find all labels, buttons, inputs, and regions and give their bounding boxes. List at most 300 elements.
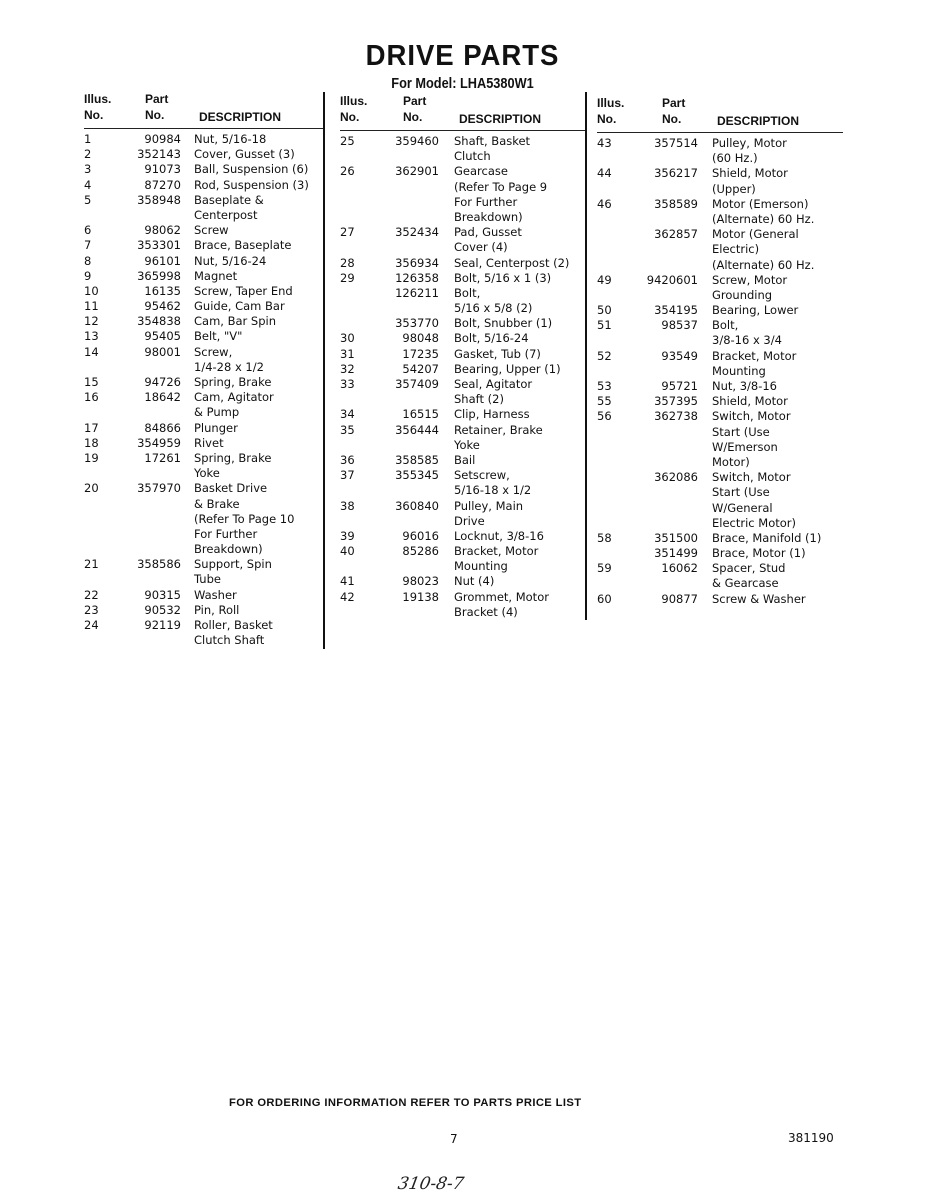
part-row <box>84 603 324 618</box>
part-description <box>712 197 843 227</box>
header-underline <box>597 132 843 133</box>
part-number: 351500 <box>654 530 698 545</box>
header-underline <box>340 130 586 131</box>
part-description <box>454 347 586 362</box>
part-row <box>340 286 586 316</box>
description-line: Magnet <box>194 268 238 283</box>
column-divider <box>585 92 587 620</box>
part-description <box>712 531 843 546</box>
part-number: 96101 <box>144 253 181 268</box>
part-row <box>340 225 586 255</box>
description-line: (Upper) <box>712 181 756 196</box>
part-description <box>454 529 586 544</box>
part-description <box>194 147 324 162</box>
part-description <box>194 314 324 329</box>
part-row <box>597 349 843 379</box>
illus-number: 27 <box>340 225 355 240</box>
description-line: Grounding <box>712 287 773 302</box>
part-number: 354838 <box>137 314 181 329</box>
illus-number: 49 <box>597 272 612 287</box>
illus-number: 19 <box>84 450 99 465</box>
illus-number: 13 <box>84 329 99 344</box>
part-description <box>194 557 324 587</box>
part-description <box>454 225 586 255</box>
description-line: (Refer To Page 9 <box>454 179 548 194</box>
description-line: Bearing, Lower <box>712 303 799 318</box>
description-line: Breakdown) <box>194 542 263 557</box>
description-line: Mounting <box>454 559 508 574</box>
illus-number: 29 <box>340 270 355 285</box>
part-number: 9420601 <box>646 272 698 287</box>
part-row <box>597 470 843 531</box>
description-line: Ball, Suspension (6) <box>194 162 309 177</box>
illus-number: 31 <box>340 346 355 361</box>
illus-number: 7 <box>84 238 92 253</box>
part-description <box>454 590 586 620</box>
description-line: Basket Drive <box>194 481 268 496</box>
description-line: Belt, "V" <box>194 329 243 344</box>
part-number: 354959 <box>137 435 181 450</box>
part-row <box>84 284 324 299</box>
description-line: Cam, Agitator <box>194 390 274 405</box>
description-line: Rivet <box>194 435 224 450</box>
illus-header-line2: No. <box>597 112 617 126</box>
part-description <box>194 603 324 618</box>
part-row <box>84 178 324 193</box>
part-description <box>712 273 843 303</box>
part-number: 96016 <box>402 528 439 543</box>
illus-number: 22 <box>84 587 99 602</box>
part-number: 357970 <box>137 481 181 496</box>
part-number: 355345 <box>395 468 439 483</box>
part-description <box>454 134 586 164</box>
part-description <box>712 546 843 561</box>
illus-number: 14 <box>84 344 99 359</box>
part-row <box>84 481 324 557</box>
part-row <box>84 436 324 451</box>
description-line: Locknut, 3/8-16 <box>454 528 544 543</box>
parts-column-3 <box>597 96 843 607</box>
description-line: Yoke <box>194 466 220 481</box>
description-line: Spacer, Stud <box>712 561 786 576</box>
part-description <box>194 299 324 314</box>
description-line: Screw <box>194 223 229 238</box>
illus-number: 24 <box>84 618 99 632</box>
description-line: Guide, Cam Bar <box>194 299 285 314</box>
illus-number: 53 <box>597 379 612 393</box>
part-number: 18642 <box>144 390 181 405</box>
part-description <box>712 318 843 348</box>
part-row <box>597 379 843 394</box>
description-line: Spring, Brake <box>194 375 272 389</box>
part-description <box>454 499 586 529</box>
illus-number: 20 <box>84 481 99 496</box>
part-number: 19138 <box>402 589 439 604</box>
description-line: Plunger <box>194 420 238 435</box>
description-line: Bolt, 5/16 x 1 (3) <box>454 270 552 285</box>
illus-number: 46 <box>597 196 612 211</box>
illus-number: 34 <box>340 407 355 422</box>
description-line: W/General <box>712 500 773 515</box>
description-line: Grommet, Motor <box>454 589 549 604</box>
illus-number: 39 <box>340 528 355 543</box>
part-row <box>84 269 324 284</box>
illus-number: 60 <box>597 591 612 606</box>
part-row <box>84 162 324 177</box>
part-description <box>712 303 843 318</box>
description-line: Roller, Basket <box>194 618 273 632</box>
illus-number: 55 <box>597 394 612 409</box>
part-description <box>454 468 586 498</box>
description-line: Clutch <box>454 149 491 164</box>
part-row <box>84 147 324 162</box>
part-row <box>597 318 843 348</box>
part-row <box>597 409 843 470</box>
description-line: Rod, Suspension (3) <box>194 177 309 192</box>
model-subtitle: For Model: LHA5380W1 <box>391 75 534 92</box>
illus-number: 18 <box>84 435 99 450</box>
part-number: 84866 <box>144 420 181 435</box>
description-header: DESCRIPTION <box>717 114 800 128</box>
ordering-info-footer: FOR ORDERING INFORMATION REFER TO PARTS PRICE LIST <box>229 1097 582 1109</box>
column-header <box>84 92 324 128</box>
description-line: Screw, <box>194 344 233 359</box>
part-number: 358586 <box>137 557 181 572</box>
part-description <box>454 544 586 574</box>
part-description <box>454 316 586 331</box>
part-description <box>194 588 324 603</box>
part-description <box>454 331 586 346</box>
illus-number: 36 <box>340 452 355 467</box>
description-line: (Alternate) 60 Hz. <box>712 257 815 272</box>
description-line: (60 Hz.) <box>712 151 758 166</box>
part-number: 358589 <box>654 196 698 211</box>
part-number: 358585 <box>395 452 439 467</box>
part-description <box>194 238 324 253</box>
part-description <box>194 132 324 147</box>
illus-number: 26 <box>340 164 355 179</box>
illus-number: 15 <box>84 375 99 389</box>
part-number: 17261 <box>144 450 181 465</box>
part-number: 94726 <box>144 375 181 389</box>
part-description <box>454 453 586 468</box>
document-code: 381190 <box>788 1131 834 1145</box>
part-number: 54207 <box>402 361 439 376</box>
part-row <box>340 453 586 468</box>
page-number: 7 <box>450 1132 458 1146</box>
part-row <box>597 303 843 318</box>
illus-number: 37 <box>340 468 355 483</box>
illus-number: 23 <box>84 602 99 617</box>
description-line: Motor (Emerson) <box>712 196 809 211</box>
description-line: Support, Spin <box>194 557 272 572</box>
part-description <box>712 394 843 409</box>
illus-number: 6 <box>84 223 92 238</box>
description-line: Bracket (4) <box>454 604 518 619</box>
description-line: Shield, Motor <box>712 166 788 181</box>
column-header <box>597 96 843 132</box>
description-line: Bolt, Snubber (1) <box>454 316 553 331</box>
part-row <box>84 421 324 436</box>
part-number: 16135 <box>144 283 181 298</box>
description-line: Switch, Motor <box>712 470 791 485</box>
description-line: Bolt, <box>454 285 481 300</box>
description-line: 5/16 x 5/8 (2) <box>454 301 533 316</box>
illus-number: 33 <box>340 377 355 391</box>
description-line: 1/4-28 x 1/2 <box>194 359 264 374</box>
description-line: Spring, Brake <box>194 450 272 465</box>
part-row <box>84 345 324 375</box>
part-number: 98537 <box>661 318 698 333</box>
description-line: Seal, Centerpost (2) <box>454 255 570 270</box>
part-row <box>597 197 843 227</box>
illus-number: 50 <box>597 303 612 318</box>
part-row <box>340 468 586 498</box>
part-number: 359460 <box>395 134 439 148</box>
illus-number: 30 <box>340 331 355 346</box>
part-row <box>84 618 324 648</box>
part-row <box>597 531 843 546</box>
part-number: 353301 <box>137 238 181 253</box>
part-row <box>84 329 324 344</box>
part-number: 92119 <box>144 618 181 632</box>
part-row <box>340 331 586 346</box>
part-description <box>194 390 324 420</box>
part-description <box>454 256 586 271</box>
description-line: Shaft (2) <box>454 392 504 407</box>
part-number: 126211 <box>395 285 439 300</box>
part-description <box>194 436 324 451</box>
part-number: 356217 <box>654 166 698 181</box>
part-row <box>340 316 586 331</box>
handwritten-note: 310-8-7 <box>396 1174 466 1194</box>
description-line: Pulley, Motor <box>712 136 787 150</box>
part-row <box>340 590 586 620</box>
part-description <box>194 178 324 193</box>
part-number: 358948 <box>137 192 181 207</box>
part-description <box>194 162 324 177</box>
description-line: & Pump <box>194 405 240 420</box>
part-header-line2: No. <box>662 112 682 126</box>
part-number: 362738 <box>654 409 698 424</box>
illus-number: 51 <box>597 318 612 333</box>
illus-number: 40 <box>340 544 355 559</box>
part-row <box>84 299 324 314</box>
illus-number: 10 <box>84 283 99 298</box>
description-line: & Gearcase <box>712 576 779 591</box>
part-number: 360840 <box>395 498 439 513</box>
part-row <box>340 377 586 407</box>
description-line: Setscrew, <box>454 468 510 483</box>
part-description <box>194 618 324 648</box>
illus-number: 58 <box>597 530 612 545</box>
part-row <box>84 375 324 390</box>
part-number: 90984 <box>144 132 181 146</box>
illus-number: 43 <box>597 136 612 150</box>
description-line: Baseplate & <box>194 192 264 207</box>
description-line: Retainer, Brake <box>454 422 543 437</box>
description-line: Seal, Agitator <box>454 377 533 391</box>
description-line: Screw, Taper End <box>194 283 293 298</box>
part-number: 91073 <box>144 162 181 177</box>
description-line: Start (Use <box>712 485 770 500</box>
illus-header-line2: No. <box>340 110 360 124</box>
description-line: Brace, Baseplate <box>194 238 292 253</box>
description-line: Motor (General <box>712 227 799 242</box>
illus-number: 9 <box>84 268 92 283</box>
part-description <box>194 269 324 284</box>
description-line: Motor) <box>712 454 750 469</box>
description-line: Gearcase <box>454 164 508 179</box>
part-number: 362086 <box>654 470 698 485</box>
part-row <box>597 166 843 196</box>
illus-number: 38 <box>340 498 355 513</box>
description-line: Electric) <box>712 242 760 257</box>
description-line: Start (Use <box>712 424 770 439</box>
description-line: Yoke <box>454 437 480 452</box>
part-number: 98023 <box>402 574 439 589</box>
part-description <box>454 362 586 377</box>
description-line: Breakdown) <box>454 209 523 224</box>
part-description <box>454 574 586 589</box>
description-line: Clutch Shaft <box>194 633 265 648</box>
illus-number: 59 <box>597 561 612 576</box>
part-number: 95462 <box>144 299 181 314</box>
part-number: 98062 <box>144 223 181 238</box>
part-row <box>597 227 843 273</box>
description-line: Pin, Roll <box>194 602 240 617</box>
illus-number: 12 <box>84 314 99 329</box>
part-description <box>712 470 843 531</box>
part-description <box>454 164 586 225</box>
part-number: 362901 <box>395 164 439 179</box>
part-row <box>340 529 586 544</box>
part-number: 352143 <box>137 147 181 162</box>
part-number: 352434 <box>395 225 439 240</box>
description-line: Nut, 5/16-18 <box>194 132 267 146</box>
part-description <box>712 561 843 591</box>
part-number: 362857 <box>654 227 698 242</box>
part-row <box>597 592 843 607</box>
illus-number: 35 <box>340 422 355 437</box>
description-line: Shaft, Basket <box>454 134 531 148</box>
description-line: Cover, Gusset (3) <box>194 147 295 162</box>
illus-number: 16 <box>84 390 99 405</box>
description-line: 3/8-16 x 3/4 <box>712 333 782 348</box>
illus-number: 21 <box>84 557 99 572</box>
illus-number: 56 <box>597 409 612 424</box>
part-number: 17235 <box>402 346 439 361</box>
parts-list <box>597 136 843 607</box>
part-row <box>340 362 586 377</box>
illus-number: 28 <box>340 255 355 270</box>
illus-number: 32 <box>340 361 355 376</box>
description-line: Bail <box>454 452 476 467</box>
part-row <box>597 136 843 166</box>
description-line: (Refer To Page 10 <box>194 511 295 526</box>
part-description <box>194 481 324 557</box>
illus-header-line1: Illus. <box>340 94 368 108</box>
column-divider <box>323 92 325 649</box>
part-header-line1: Part <box>403 94 427 108</box>
description-line: Bearing, Upper (1) <box>454 361 561 376</box>
illus-number: 3 <box>84 162 92 177</box>
part-row <box>84 390 324 420</box>
part-description <box>712 409 843 470</box>
part-description <box>194 329 324 344</box>
part-row <box>84 588 324 603</box>
part-description <box>194 375 324 390</box>
part-row <box>340 271 586 286</box>
part-number: 357409 <box>395 377 439 391</box>
part-description <box>194 451 324 481</box>
description-line: Screw & Washer <box>712 591 806 606</box>
description-line: Electric Motor) <box>712 515 796 530</box>
illus-number: 11 <box>84 299 99 314</box>
part-row <box>84 238 324 253</box>
description-line: Drive <box>454 513 485 528</box>
description-line: Brace, Motor (1) <box>712 546 806 561</box>
part-row <box>84 254 324 269</box>
description-line: Nut, 5/16-24 <box>194 253 267 268</box>
illus-number: 1 <box>84 132 92 146</box>
part-number: 90877 <box>661 591 698 606</box>
description-line: Shield, Motor <box>712 394 788 409</box>
description-line: Nut, 3/8-16 <box>712 379 778 393</box>
part-header-line1: Part <box>662 96 686 110</box>
description-line: Pulley, Main <box>454 498 524 513</box>
part-description <box>454 286 586 316</box>
part-header-line2: No. <box>145 108 165 122</box>
part-row <box>340 134 586 164</box>
part-number: 95405 <box>144 329 181 344</box>
part-number: 351499 <box>654 546 698 561</box>
description-line: Cover (4) <box>454 240 508 255</box>
part-row <box>340 164 586 225</box>
description-line: Clip, Harness <box>454 407 530 422</box>
part-row <box>84 132 324 147</box>
description-line: 5/16-18 x 1/2 <box>454 483 532 498</box>
description-line: Centerpost <box>194 207 258 222</box>
part-number: 90532 <box>144 602 181 617</box>
parts-list <box>340 134 586 620</box>
part-number: 87270 <box>144 177 181 192</box>
parts-column-1 <box>84 92 324 648</box>
part-number: 354195 <box>654 303 698 318</box>
part-row <box>340 574 586 589</box>
description-line: & Brake <box>194 496 240 511</box>
description-line: Bolt, <box>712 318 739 333</box>
part-description <box>454 407 586 422</box>
page-title: DRIVE PARTS <box>365 40 560 72</box>
illus-header-line1: Illus. <box>597 96 625 110</box>
description-line: Nut (4) <box>454 574 495 589</box>
description-header: DESCRIPTION <box>199 110 282 124</box>
parts-list <box>84 132 324 648</box>
description-line: Switch, Motor <box>712 409 791 424</box>
part-description <box>194 254 324 269</box>
illus-number: 17 <box>84 420 99 435</box>
part-number: 98048 <box>402 331 439 346</box>
part-description <box>194 345 324 375</box>
part-header-line2: No. <box>403 110 423 124</box>
description-line: Screw, Motor <box>712 272 788 287</box>
part-row <box>84 223 324 238</box>
part-number: 356444 <box>395 422 439 437</box>
part-row <box>340 544 586 574</box>
illus-number: 42 <box>340 589 355 604</box>
parts-column-2 <box>340 94 586 620</box>
